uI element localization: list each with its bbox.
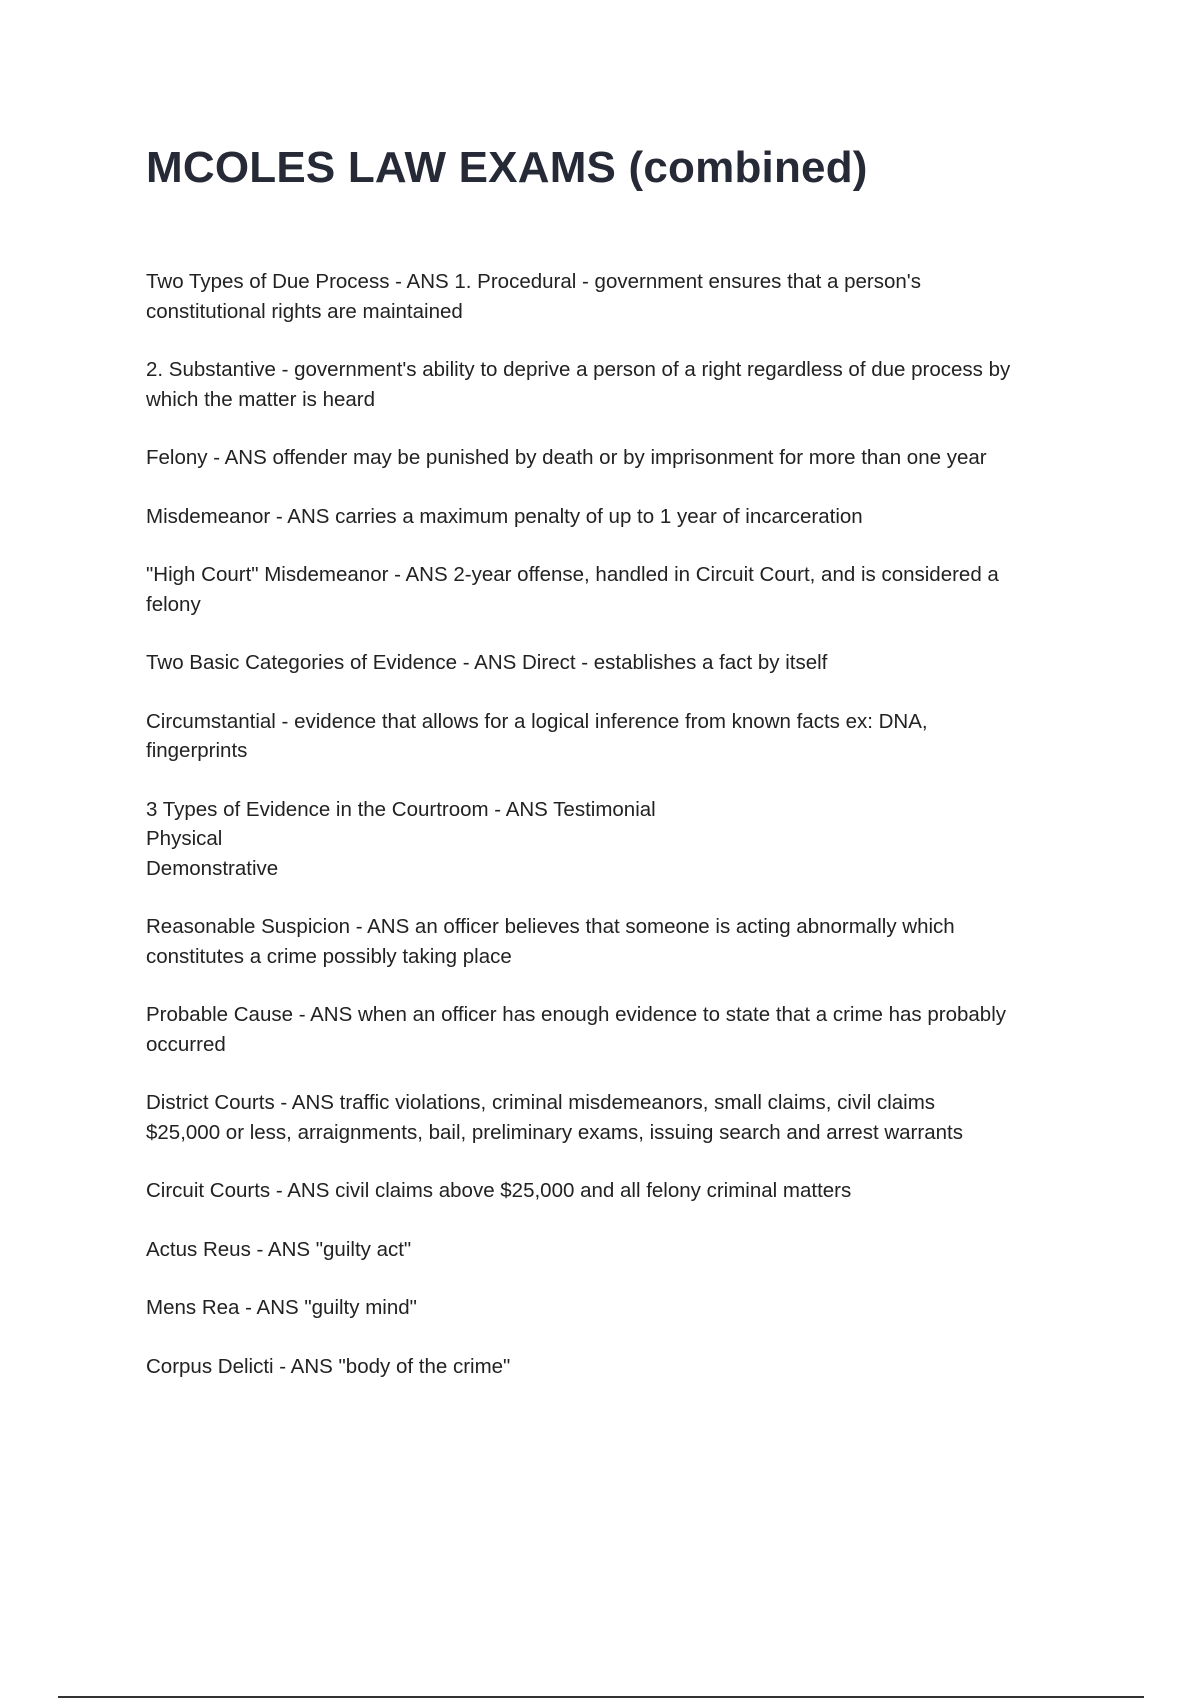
paragraph <box>146 267 1086 326</box>
paragraph-line: Actus Reus - ANS "guilty act" <box>146 1237 412 1261</box>
paragraph <box>146 648 1086 678</box>
page-bottom-divider <box>58 1696 1144 1698</box>
paragraph-line: fingerprints <box>146 739 248 762</box>
paragraph-line: 2. Substantive - government's ability to deprive a person of a right regardless of due process by <box>146 358 1011 381</box>
paragraph-line: Corpus Delicti - ANS "body of the crime" <box>146 1354 511 1378</box>
paragraph <box>146 1293 1086 1323</box>
paragraph <box>146 1235 1086 1265</box>
paragraph-line: Physical <box>146 827 223 850</box>
paragraph <box>146 912 1086 971</box>
paragraph-line: Two Types of Due Process - ANS 1. Procedural - government ensures that a person's <box>146 270 921 293</box>
paragraph-line: "High Court" Misdemeanor - ANS 2-year offense, handled in Circuit Court, and is considered a <box>146 563 999 586</box>
paragraph-line: felony <box>146 592 201 616</box>
paragraph-line: Mens Rea - ANS "guilty mind" <box>146 1296 417 1319</box>
paragraph <box>146 502 1086 532</box>
paragraph <box>146 443 1086 473</box>
paragraph-line: which the matter is heard <box>146 387 376 411</box>
paragraph-line: District Courts - ANS traffic violations, criminal misdemeanors, small claims, civil claims <box>146 1091 936 1114</box>
paragraph-line: Probable Cause - ANS when an officer has enough evidence to state that a crime has probably <box>146 1003 1007 1026</box>
paragraph-line: constitutes a crime possibly taking place <box>146 944 512 968</box>
paragraph <box>146 795 1086 884</box>
paragraph-line: 3 Types of Evidence in the Courtroom - ANS Testimonial <box>146 797 656 821</box>
paragraph-line: constitutional rights are maintained <box>146 299 463 323</box>
paragraph-line: Circuit Courts - ANS civil claims above $25,000 and all felony criminal matters <box>146 1179 852 1202</box>
paragraph <box>146 560 1086 619</box>
paragraph <box>146 1000 1086 1059</box>
paragraph-line: Demonstrative <box>146 856 279 880</box>
paragraph <box>146 1176 1086 1206</box>
paragraph-line: Two Basic Categories of Evidence - ANS Direct - establishes a fact by itself <box>146 651 828 674</box>
paragraph-line: Circumstantial - evidence that allows for a logical inference from known facts ex: DNA, <box>146 709 928 733</box>
document-body <box>146 267 1086 1410</box>
paragraph <box>146 355 1086 414</box>
document-title: MCOLES LAW EXAMS (combined) <box>146 143 868 192</box>
paragraph <box>146 707 1086 766</box>
paragraph-line: Reasonable Suspicion - ANS an officer believes that someone is acting abnormally which <box>146 915 955 938</box>
paragraph-line: occurred <box>146 1032 226 1056</box>
paragraph-line: $25,000 or less, arraignments, bail, preliminary exams, issuing search and arrest warrants <box>146 1120 963 1144</box>
paragraph-line: Misdemeanor - ANS carries a maximum penalty of up to 1 year of incarceration <box>146 504 863 528</box>
paragraph <box>146 1088 1086 1147</box>
paragraph <box>146 1352 1086 1382</box>
paragraph-line: Felony - ANS offender may be punished by death or by imprisonment for more than one year <box>146 446 987 469</box>
